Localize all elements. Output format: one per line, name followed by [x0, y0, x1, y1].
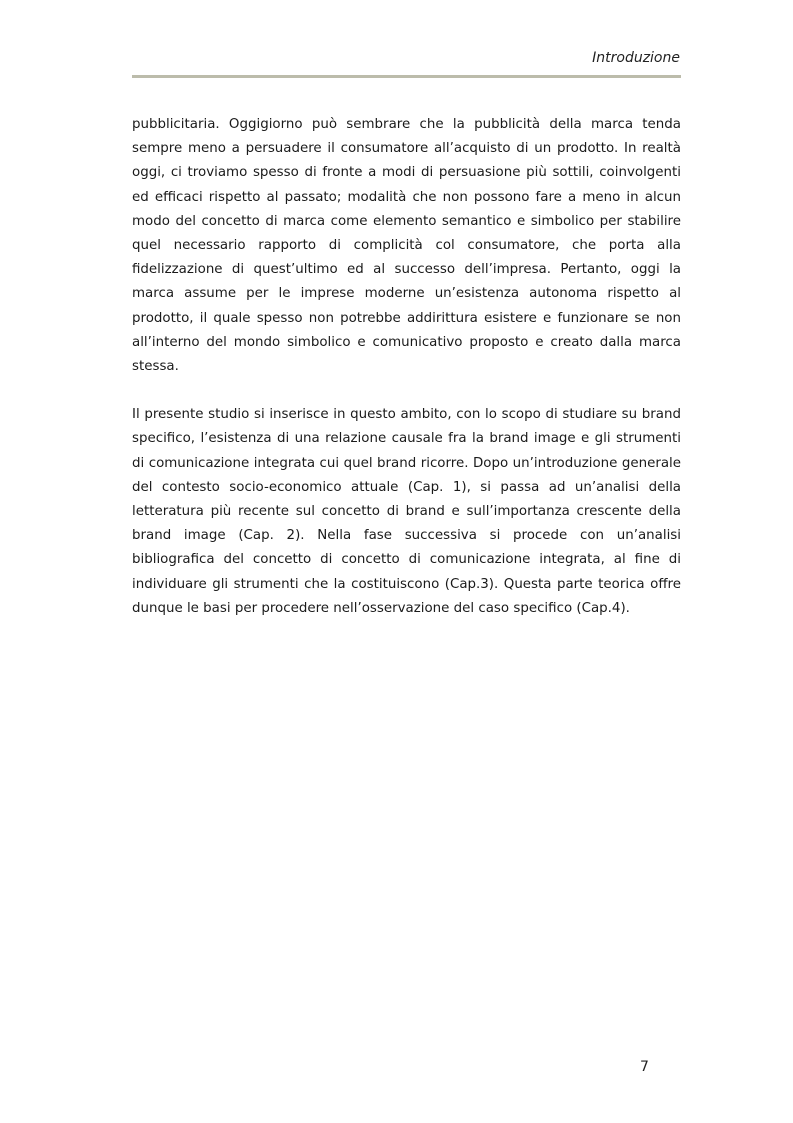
page-number: 7	[640, 1059, 649, 1075]
header-divider	[132, 75, 681, 78]
running-header-title: Introduzione	[592, 50, 680, 66]
paragraph-1: pubblicitaria. Oggigiorno può sembrare che la pubblicità della marca tenda sempre meno a persuadere il consumatore all’acquisto di un prodotto. In realtà oggi, ci troviamo spesso di fronte a modi di persuasione più sottili, coinvolgenti ed efficaci rispetto al passato; modalità che non possono fare a meno in alcun modo del concetto di marca come elemento semantico e simbolico per stabilire quel necessario rapporto di complicità col consumatore, che porta alla fidelizzazione di quest’ultimo ed al successo dell’impresa. Pertanto, oggi la marca assume per le imprese moderne un’esistenza autonoma rispetto al prodotto, il quale spesso non potrebbe addirittura esistere e funzionare se non all’interno del mondo simbolico e comunicativo proposto e creato dalla marca stessa.	[132, 117, 681, 375]
body-text	[132, 113, 681, 621]
paragraph-2: Il presente studio si inserisce in questo ambito, con lo scopo di studiare su brand specifico, l’esistenza di una relazione causale fra la brand image e gli strumenti di comunicazione integrata cui quel brand ricorre. Dopo un’introduzione generale del contesto socio-economico attuale (Cap. 1), si passa ad un’analisi della letteratura più recente sul concetto di brand e sull’importanza crescente della brand image (Cap. 2). Nella fase successiva si procede con un’analisi bibliografica del concetto di concetto di comunicazione integrata, al fine di individuare gli strumenti che la costituiscono (Cap.3). Questa parte teorica offre dunque le basi per procedere nell’osservazione del caso specifico (Cap.4).	[132, 407, 681, 616]
